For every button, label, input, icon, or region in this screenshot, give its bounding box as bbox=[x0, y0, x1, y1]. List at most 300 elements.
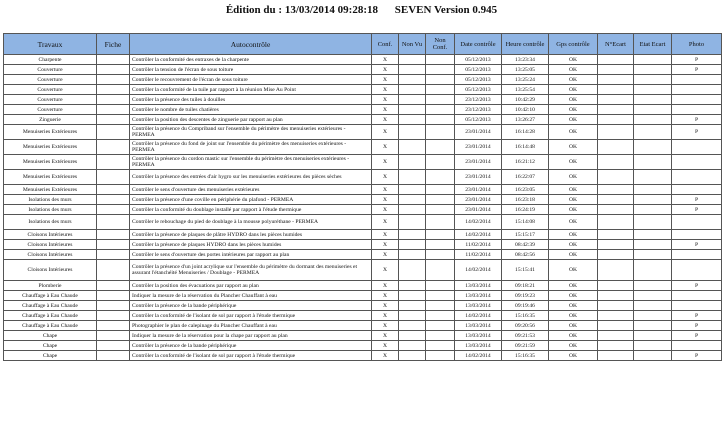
non-conf-cell bbox=[426, 185, 455, 195]
conf-cell: X bbox=[372, 65, 399, 75]
travaux-cell: Cloisons Intérieures bbox=[4, 260, 97, 281]
non-vu-cell bbox=[399, 170, 426, 185]
photo-cell: P bbox=[672, 125, 722, 140]
table-row bbox=[4, 311, 722, 321]
non-vu-cell bbox=[399, 281, 426, 291]
autocontrole-table bbox=[3, 33, 722, 361]
table-header-row bbox=[4, 34, 722, 55]
non-conf-cell bbox=[426, 65, 455, 75]
non-vu-cell bbox=[399, 55, 426, 65]
ecart-state-cell bbox=[634, 65, 672, 75]
travaux-cell: Menuiseries Extérieures bbox=[4, 155, 97, 170]
table-row bbox=[4, 155, 722, 170]
gps-cell: OK bbox=[549, 95, 598, 105]
gps-cell: OK bbox=[549, 331, 598, 341]
non-vu-cell bbox=[399, 341, 426, 351]
autocontrole-cell: Contrôler la présence des tuiles à douilles bbox=[130, 95, 372, 105]
non-vu-cell bbox=[399, 250, 426, 260]
ecart-number-cell bbox=[598, 240, 634, 250]
ecart-number-cell bbox=[598, 85, 634, 95]
non-conf-cell bbox=[426, 301, 455, 311]
ecart-state-cell bbox=[634, 125, 672, 140]
travaux-cell: Cloisons Intérieures bbox=[4, 250, 97, 260]
table-row bbox=[4, 291, 722, 301]
table-row bbox=[4, 331, 722, 341]
fiche-cell bbox=[97, 75, 130, 85]
col-header: Heure contrôle bbox=[502, 34, 549, 55]
autocontrole-cell: Indiquer la mesure de la réservation pour la chape par rapport au plan bbox=[130, 331, 372, 341]
conf-cell: X bbox=[372, 205, 399, 215]
fiche-cell bbox=[97, 311, 130, 321]
autocontrole-cell: Contrôler le rebouchage du pied de doublage à la mousse polyuréthane - PERMEA bbox=[130, 215, 372, 230]
travaux-cell: Chauffage à Eau Chaude bbox=[4, 311, 97, 321]
table-row bbox=[4, 230, 722, 240]
autocontrole-cell: Contrôler la position des évacuations par rapport au plan bbox=[130, 281, 372, 291]
conf-cell: X bbox=[372, 301, 399, 311]
ecart-number-cell bbox=[598, 125, 634, 140]
conf-cell: X bbox=[372, 351, 399, 361]
ecart-number-cell bbox=[598, 55, 634, 65]
ecart-state-cell bbox=[634, 140, 672, 155]
conf-cell: X bbox=[372, 170, 399, 185]
fiche-cell bbox=[97, 140, 130, 155]
heure-cell: 09:19:46 bbox=[502, 301, 549, 311]
ecart-state-cell bbox=[634, 105, 672, 115]
photo-cell: P bbox=[672, 65, 722, 75]
table-row bbox=[4, 115, 722, 125]
non-vu-cell bbox=[399, 311, 426, 321]
photo-cell bbox=[672, 105, 722, 115]
ecart-number-cell bbox=[598, 351, 634, 361]
ecart-number-cell bbox=[598, 331, 634, 341]
ecart-number-cell bbox=[598, 115, 634, 125]
fiche-cell bbox=[97, 281, 130, 291]
photo-cell bbox=[672, 341, 722, 351]
table-row bbox=[4, 281, 722, 291]
col-header: N°Ecart bbox=[598, 34, 634, 55]
fiche-cell bbox=[97, 125, 130, 140]
non-vu-cell bbox=[399, 291, 426, 301]
non-vu-cell bbox=[399, 240, 426, 250]
non-conf-cell bbox=[426, 155, 455, 170]
non-conf-cell bbox=[426, 140, 455, 155]
gps-cell: OK bbox=[549, 351, 598, 361]
heure-cell: 16:23:18 bbox=[502, 195, 549, 205]
gps-cell: OK bbox=[549, 155, 598, 170]
date-cell: 23/01/2014 bbox=[455, 195, 502, 205]
ecart-number-cell bbox=[598, 341, 634, 351]
non-conf-cell bbox=[426, 85, 455, 95]
autocontrole-cell: Contrôler la présence du cordon mastic sur l'ensemble du périmètre des menuiseries extérieures - PERMEA bbox=[130, 155, 372, 170]
ecart-state-cell bbox=[634, 95, 672, 105]
fiche-cell bbox=[97, 195, 130, 205]
date-cell: 23/01/2014 bbox=[455, 125, 502, 140]
gps-cell: OK bbox=[549, 341, 598, 351]
non-vu-cell bbox=[399, 205, 426, 215]
travaux-cell: Isolations des murs bbox=[4, 195, 97, 205]
date-cell: 13/03/2014 bbox=[455, 301, 502, 311]
conf-cell: X bbox=[372, 195, 399, 205]
ecart-number-cell bbox=[598, 215, 634, 230]
conf-cell: X bbox=[372, 155, 399, 170]
travaux-cell: Couverture bbox=[4, 105, 97, 115]
fiche-cell bbox=[97, 291, 130, 301]
ecart-state-cell bbox=[634, 155, 672, 170]
travaux-cell: Isolations des murs bbox=[4, 215, 97, 230]
gps-cell: OK bbox=[549, 75, 598, 85]
table-row bbox=[4, 321, 722, 331]
date-cell: 14/02/2014 bbox=[455, 230, 502, 240]
heure-cell: 09:18:21 bbox=[502, 281, 549, 291]
ecart-state-cell bbox=[634, 75, 672, 85]
non-vu-cell bbox=[399, 230, 426, 240]
ecart-state-cell bbox=[634, 331, 672, 341]
travaux-cell: Cloisons Intérieures bbox=[4, 240, 97, 250]
table-row bbox=[4, 250, 722, 260]
date-cell: 13/03/2014 bbox=[455, 321, 502, 331]
date-cell: 23/01/2014 bbox=[455, 140, 502, 155]
non-vu-cell bbox=[399, 351, 426, 361]
fiche-cell bbox=[97, 65, 130, 75]
ecart-state-cell bbox=[634, 215, 672, 230]
conf-cell: X bbox=[372, 321, 399, 331]
autocontrole-cell: Contrôler le sens d'ouverture des portes intérieures par rapport au plan bbox=[130, 250, 372, 260]
conf-cell: X bbox=[372, 240, 399, 250]
ecart-state-cell bbox=[634, 185, 672, 195]
fiche-cell bbox=[97, 321, 130, 331]
conf-cell: X bbox=[372, 215, 399, 230]
ecart-state-cell bbox=[634, 55, 672, 65]
autocontrole-cell: Contrôler la présence d'une coville en périphérie du plafond - PERMEA bbox=[130, 195, 372, 205]
travaux-cell: Chauffage à Eau Chaude bbox=[4, 301, 97, 311]
non-conf-cell bbox=[426, 351, 455, 361]
non-vu-cell bbox=[399, 75, 426, 85]
non-conf-cell bbox=[426, 341, 455, 351]
autocontrole-cell: Contrôler la présence de plaques de plâtre HYDRO dans les pièces humides bbox=[130, 230, 372, 240]
photo-cell: P bbox=[672, 205, 722, 215]
table-row bbox=[4, 351, 722, 361]
heure-cell: 10:42:29 bbox=[502, 95, 549, 105]
table-row bbox=[4, 65, 722, 75]
table-row bbox=[4, 105, 722, 115]
gps-cell: OK bbox=[549, 215, 598, 230]
photo-cell bbox=[672, 215, 722, 230]
autocontrole-cell: Contrôler la position des descentes de zinguerie par rapport au plan bbox=[130, 115, 372, 125]
table-row bbox=[4, 185, 722, 195]
autocontrole-cell: Contrôler le sens d'ouverture des menuiseries extérieures bbox=[130, 185, 372, 195]
col-header: Date contrôle bbox=[455, 34, 502, 55]
photo-cell bbox=[672, 140, 722, 155]
table-row bbox=[4, 85, 722, 95]
heure-cell: 09:21:59 bbox=[502, 341, 549, 351]
fiche-cell bbox=[97, 85, 130, 95]
date-cell: 23/01/2014 bbox=[455, 170, 502, 185]
fiche-cell bbox=[97, 115, 130, 125]
photo-cell bbox=[672, 85, 722, 95]
ecart-state-cell bbox=[634, 351, 672, 361]
fiche-cell bbox=[97, 55, 130, 65]
fiche-cell bbox=[97, 105, 130, 115]
ecart-state-cell bbox=[634, 341, 672, 351]
conf-cell: X bbox=[372, 140, 399, 155]
conf-cell: X bbox=[372, 281, 399, 291]
non-vu-cell bbox=[399, 95, 426, 105]
heure-cell: 15:14:08 bbox=[502, 215, 549, 230]
col-header: Travaux bbox=[4, 34, 97, 55]
photo-cell bbox=[672, 260, 722, 281]
non-conf-cell bbox=[426, 281, 455, 291]
non-conf-cell bbox=[426, 240, 455, 250]
table-row bbox=[4, 341, 722, 351]
travaux-cell: Chauffage à Eau Chaude bbox=[4, 291, 97, 301]
non-conf-cell bbox=[426, 125, 455, 140]
non-vu-cell bbox=[399, 125, 426, 140]
travaux-cell: Cloisons Intérieures bbox=[4, 230, 97, 240]
col-header: Non Conf. bbox=[426, 34, 455, 55]
conf-cell: X bbox=[372, 85, 399, 95]
date-cell: 05/12/2013 bbox=[455, 85, 502, 95]
photo-cell bbox=[672, 185, 722, 195]
ecart-number-cell bbox=[598, 260, 634, 281]
heure-cell: 16:21:12 bbox=[502, 155, 549, 170]
heure-cell: 13:23:34 bbox=[502, 55, 549, 65]
travaux-cell: Zinguerie bbox=[4, 115, 97, 125]
gps-cell: OK bbox=[549, 125, 598, 140]
table-row bbox=[4, 260, 722, 281]
conf-cell: X bbox=[372, 185, 399, 195]
col-header: Etat Ecart bbox=[634, 34, 672, 55]
date-cell: 13/03/2014 bbox=[455, 291, 502, 301]
autocontrole-cell: Contrôler la présence d'un joint acrylique sur l'ensemble du périmètre du dormant des menuiseries et assurant l'étanchéité Menuiseries / Doublage - PERMEA bbox=[130, 260, 372, 281]
date-cell: 05/12/2013 bbox=[455, 115, 502, 125]
non-vu-cell bbox=[399, 140, 426, 155]
non-conf-cell bbox=[426, 230, 455, 240]
gps-cell: OK bbox=[549, 240, 598, 250]
ecart-state-cell bbox=[634, 205, 672, 215]
autocontrole-cell: Indiquer la mesure de la réservation du Plancher Chauffant à eau bbox=[130, 291, 372, 301]
ecart-number-cell bbox=[598, 75, 634, 85]
travaux-cell: Isolations des murs bbox=[4, 205, 97, 215]
travaux-cell: Couverture bbox=[4, 75, 97, 85]
col-header: Gps contrôle bbox=[549, 34, 598, 55]
date-cell: 14/02/2014 bbox=[455, 215, 502, 230]
travaux-cell: Plomberie bbox=[4, 281, 97, 291]
ecart-state-cell bbox=[634, 301, 672, 311]
gps-cell: OK bbox=[549, 115, 598, 125]
ecart-state-cell bbox=[634, 170, 672, 185]
heure-cell: 13:25:24 bbox=[502, 75, 549, 85]
ecart-state-cell bbox=[634, 311, 672, 321]
photo-cell bbox=[672, 75, 722, 85]
col-header: Non Vu bbox=[399, 34, 426, 55]
heure-cell: 15:16:35 bbox=[502, 351, 549, 361]
fiche-cell bbox=[97, 215, 130, 230]
gps-cell: OK bbox=[549, 85, 598, 95]
table-row bbox=[4, 55, 722, 65]
non-conf-cell bbox=[426, 250, 455, 260]
fiche-cell bbox=[97, 155, 130, 170]
conf-cell: X bbox=[372, 260, 399, 281]
non-conf-cell bbox=[426, 115, 455, 125]
ecart-state-cell bbox=[634, 250, 672, 260]
gps-cell: OK bbox=[549, 140, 598, 155]
photo-cell bbox=[672, 95, 722, 105]
heure-cell: 15:15:17 bbox=[502, 230, 549, 240]
heure-cell: 08:42:39 bbox=[502, 240, 549, 250]
autocontrole-cell: Contrôler la présence de la bande périphérique bbox=[130, 301, 372, 311]
autocontrole-cell: Contrôler la présence du Compriband sur l'ensemble du périmètre des menuiseries extérieures - PERMEA bbox=[130, 125, 372, 140]
fiche-cell bbox=[97, 250, 130, 260]
col-header: Photo bbox=[672, 34, 722, 55]
date-cell: 11/02/2014 bbox=[455, 250, 502, 260]
travaux-cell: Chape bbox=[4, 341, 97, 351]
non-conf-cell bbox=[426, 195, 455, 205]
gps-cell: OK bbox=[549, 65, 598, 75]
conf-cell: X bbox=[372, 230, 399, 240]
autocontrole-cell: Contrôler le nombre de tuiles chatières bbox=[130, 105, 372, 115]
ecart-state-cell bbox=[634, 85, 672, 95]
date-cell: 23/12/2013 bbox=[455, 105, 502, 115]
ecart-number-cell bbox=[598, 205, 634, 215]
photo-cell: P bbox=[672, 195, 722, 205]
conf-cell: X bbox=[372, 95, 399, 105]
col-header: Conf. bbox=[372, 34, 399, 55]
non-vu-cell bbox=[399, 215, 426, 230]
col-header: Fiche bbox=[97, 34, 130, 55]
gps-cell: OK bbox=[549, 185, 598, 195]
date-cell: 23/01/2014 bbox=[455, 205, 502, 215]
version-label: SEVEN Version 0.945 bbox=[394, 4, 498, 16]
travaux-cell: Couverture bbox=[4, 85, 97, 95]
ecart-state-cell bbox=[634, 321, 672, 331]
heure-cell: 13:25:54 bbox=[502, 85, 549, 95]
table-row bbox=[4, 125, 722, 140]
conf-cell: X bbox=[372, 311, 399, 321]
table-row bbox=[4, 301, 722, 311]
heure-cell: 16:23:05 bbox=[502, 185, 549, 195]
non-vu-cell bbox=[399, 301, 426, 311]
non-conf-cell bbox=[426, 321, 455, 331]
non-conf-cell bbox=[426, 311, 455, 321]
conf-cell: X bbox=[372, 291, 399, 301]
non-vu-cell bbox=[399, 115, 426, 125]
non-conf-cell bbox=[426, 205, 455, 215]
non-conf-cell bbox=[426, 291, 455, 301]
gps-cell: OK bbox=[549, 301, 598, 311]
photo-cell: P bbox=[672, 321, 722, 331]
autocontrole-cell: Contrôler la présence du fond de joint sur l'ensemble du périmètre des menuiseries extérieures - PERMEA bbox=[130, 140, 372, 155]
non-conf-cell bbox=[426, 331, 455, 341]
autocontrole-cell: Photographier le plan de calepinage du Plancher Chauffant à eau bbox=[130, 321, 372, 331]
heure-cell: 16:14:28 bbox=[502, 125, 549, 140]
conf-cell: X bbox=[372, 341, 399, 351]
travaux-cell: Menuiseries Extérieures bbox=[4, 125, 97, 140]
photo-cell bbox=[672, 155, 722, 170]
photo-cell bbox=[672, 291, 722, 301]
gps-cell: OK bbox=[549, 281, 598, 291]
date-cell: 05/12/2013 bbox=[455, 65, 502, 75]
non-conf-cell bbox=[426, 75, 455, 85]
heure-cell: 08:42:56 bbox=[502, 250, 549, 260]
autocontrole-cell: Contrôler la conformité de la tuile par rapport à la réunion Mise Au Point bbox=[130, 85, 372, 95]
date-cell: 23/12/2013 bbox=[455, 95, 502, 105]
gps-cell: OK bbox=[549, 291, 598, 301]
non-conf-cell bbox=[426, 95, 455, 105]
conf-cell: X bbox=[372, 75, 399, 85]
ecart-number-cell bbox=[598, 140, 634, 155]
heure-cell: 15:15:41 bbox=[502, 260, 549, 281]
table-row bbox=[4, 140, 722, 155]
fiche-cell bbox=[97, 205, 130, 215]
photo-cell: P bbox=[672, 311, 722, 321]
non-conf-cell bbox=[426, 170, 455, 185]
travaux-cell: Couverture bbox=[4, 95, 97, 105]
autocontrole-cell: Contrôler la conformité de l'isolant de sol par rapport à l'étude thermique bbox=[130, 351, 372, 361]
photo-cell bbox=[672, 301, 722, 311]
autocontrole-cell: Contrôler la conformité de l'isolant de sol par rapport à l'étude thermique bbox=[130, 311, 372, 321]
fiche-cell bbox=[97, 95, 130, 105]
photo-cell: P bbox=[672, 331, 722, 341]
non-vu-cell bbox=[399, 85, 426, 95]
travaux-cell: Menuiseries Extérieures bbox=[4, 185, 97, 195]
heure-cell: 16:24:19 bbox=[502, 205, 549, 215]
gps-cell: OK bbox=[549, 205, 598, 215]
fiche-cell bbox=[97, 230, 130, 240]
photo-cell bbox=[672, 230, 722, 240]
gps-cell: OK bbox=[549, 260, 598, 281]
ecart-number-cell bbox=[598, 281, 634, 291]
ecart-number-cell bbox=[598, 155, 634, 170]
heure-cell: 16:14:48 bbox=[502, 140, 549, 155]
travaux-cell: Charpente bbox=[4, 55, 97, 65]
non-vu-cell bbox=[399, 195, 426, 205]
ecart-state-cell bbox=[634, 260, 672, 281]
fiche-cell bbox=[97, 331, 130, 341]
non-vu-cell bbox=[399, 331, 426, 341]
heure-cell: 13:25:05 bbox=[502, 65, 549, 75]
ecart-number-cell bbox=[598, 250, 634, 260]
fiche-cell bbox=[97, 341, 130, 351]
heure-cell: 13:26:27 bbox=[502, 115, 549, 125]
table-row bbox=[4, 195, 722, 205]
travaux-cell: Chape bbox=[4, 351, 97, 361]
photo-cell: P bbox=[672, 115, 722, 125]
ecart-number-cell bbox=[598, 65, 634, 75]
gps-cell: OK bbox=[549, 230, 598, 240]
gps-cell: OK bbox=[549, 170, 598, 185]
date-cell: 13/03/2014 bbox=[455, 331, 502, 341]
fiche-cell bbox=[97, 240, 130, 250]
photo-cell: P bbox=[672, 55, 722, 65]
ecart-number-cell bbox=[598, 95, 634, 105]
gps-cell: OK bbox=[549, 311, 598, 321]
photo-cell: P bbox=[672, 351, 722, 361]
fiche-cell bbox=[97, 260, 130, 281]
ecart-number-cell bbox=[598, 230, 634, 240]
date-cell: 05/12/2013 bbox=[455, 75, 502, 85]
date-cell: 14/02/2014 bbox=[455, 260, 502, 281]
table-row bbox=[4, 215, 722, 230]
photo-cell: P bbox=[672, 281, 722, 291]
heure-cell: 10:42:10 bbox=[502, 105, 549, 115]
non-conf-cell bbox=[426, 55, 455, 65]
autocontrole-cell: Contrôler la conformité des entraxes de la charpente bbox=[130, 55, 372, 65]
table-row bbox=[4, 170, 722, 185]
non-vu-cell bbox=[399, 155, 426, 170]
conf-cell: X bbox=[372, 331, 399, 341]
conf-cell: X bbox=[372, 115, 399, 125]
table-row bbox=[4, 75, 722, 85]
